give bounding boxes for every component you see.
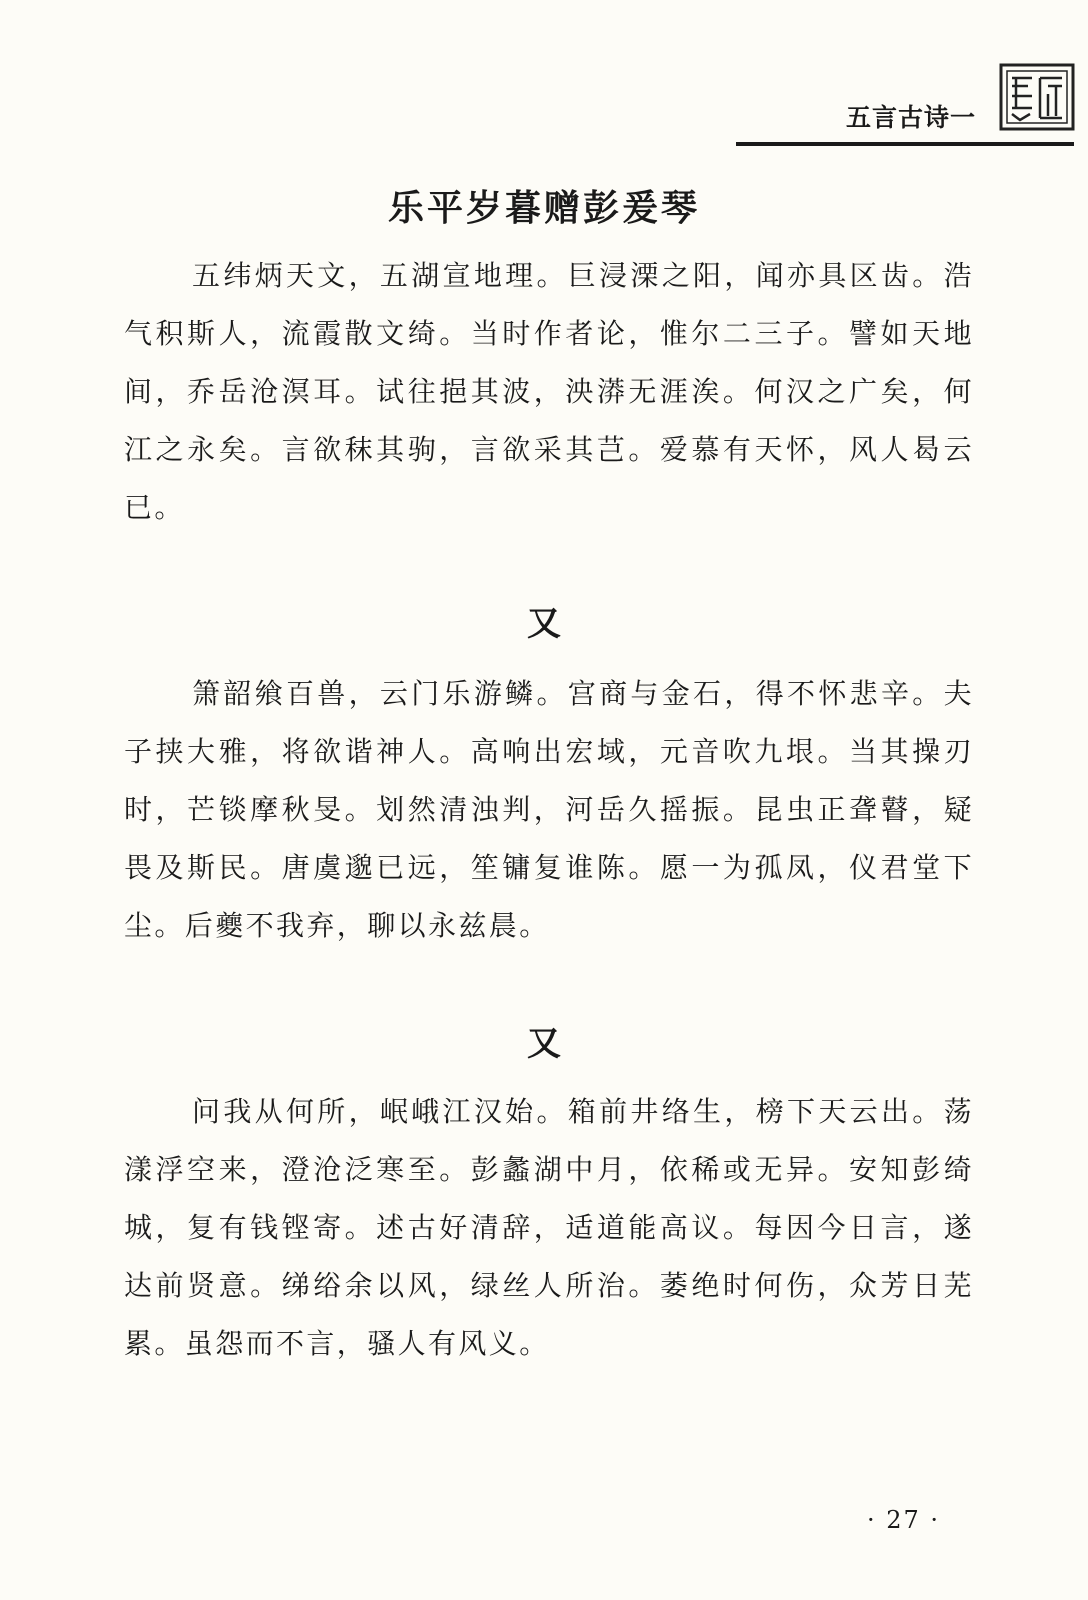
seal-stamp-icon [998,62,1076,132]
poem-body-3: 问我从何所，岷峨江汉始。箱前井络生，榜下天云出。荡漾浮空来，澄沧泛寒至。彭蠡湖中月，依稀或无异。安知彭绮城，复有钱铿寄。述古好清辞，适道能高议。每因今日言，遂达前贤意。绨绤余以风，绿丝人所治。萎绝时何伤，众芳日芜累。虽怨而不言，骚人有风义。 [124,1095,974,1360]
poem-title-1: 乐平岁暮赠彭爰琴 [387,188,700,229]
section-header-title: 五言古诗一 [845,103,976,132]
poem-body-1: 五纬炳天文，五湖宣地理。巨浸溧之阳，闻亦具区齿。浩气积斯人，流霞散文绮。当时作者论，惟尔二三子。譬如天地间，乔岳沧溟耳。试往挹其波，泱漭无涯涘。何汉之广矣，何江之永矣。言欲秣其驹，言欲采其芑。爱慕有天怀，风人曷云已。 [124,259,974,524]
poem-title-2: 又 [527,604,561,644]
poem-title-3: 又 [527,1024,561,1064]
header-divider [736,142,1074,146]
page-number: · 27 · [866,1506,940,1534]
poem-body-2: 箫韶飨百兽，云门乐游鳞。宫商与金石，得不怀悲辛。夫子挟大雅，将欲谐神人。高响出宏域，元音吹九垠。当其操刃时，芒锬摩秋旻。划然清浊判，河岳久摇振。昆虫正聋瞽，疑畏及斯民。唐虞邈已远，笙镛复谁陈。愿一为孤凤，仪君堂下尘。后夔不我弃，聊以永兹晨。 [124,677,974,942]
